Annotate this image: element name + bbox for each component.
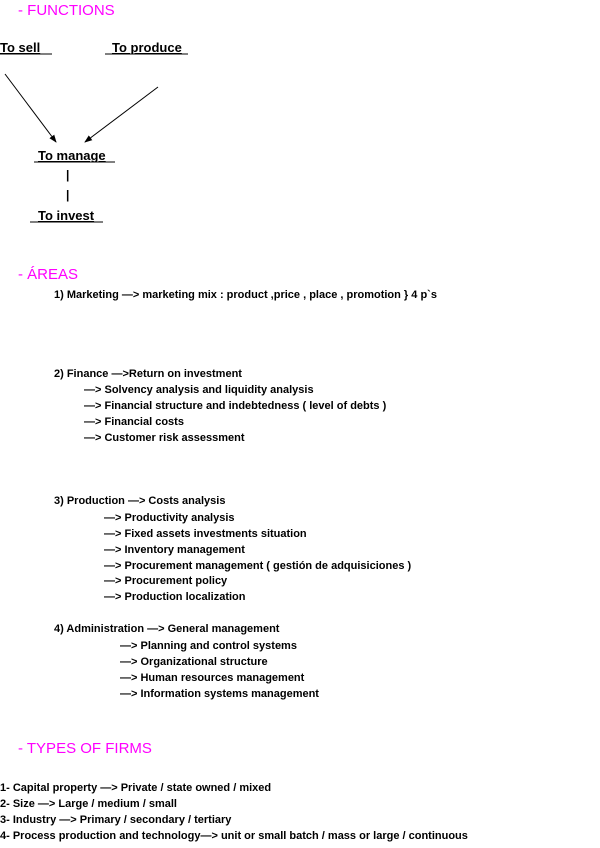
- finance-item: —> Solvency analysis and liquidity analysis: [84, 384, 314, 396]
- areas-heading: - ÁREAS: [18, 266, 79, 283]
- production-item: —> Production localization: [104, 591, 246, 603]
- area-finance-title: 2) Finance —>Return on investment: [54, 368, 242, 380]
- firm-type-item: 3- Industry —> Primary / secondary / tertiary: [0, 814, 232, 826]
- firm-type-item: 1- Capital property —> Private / state owned / mixed: [0, 782, 272, 794]
- firm-type-item: 2- Size —> Large / medium / small: [0, 798, 177, 810]
- administration-item: —> Organizational structure: [120, 656, 268, 668]
- production-item: —> Procurement management ( gestión de adquisiciones ): [104, 560, 412, 572]
- function-to-produce: To produce: [112, 40, 182, 55]
- area-production-title: 3) Production —> Costs analysis: [54, 495, 226, 507]
- production-item: —> Fixed assets investments situation: [104, 528, 307, 540]
- function-to-invest: To invest: [38, 208, 95, 223]
- firm-type-item: 4- Process production and technology—> unit or small batch / mass or large / continuous: [0, 830, 468, 842]
- finance-item: —> Customer risk assessment: [84, 432, 245, 444]
- functions-heading: - FUNCTIONS: [18, 2, 115, 19]
- function-to-sell: To sell: [0, 40, 41, 55]
- area-marketing: 1) Marketing —> marketing mix : product ,price , place , promotion } 4 p`s: [54, 289, 437, 301]
- production-item: —> Inventory management: [104, 544, 245, 556]
- connector-bar-2: |: [66, 188, 70, 202]
- connector-bar-1: |: [66, 168, 70, 182]
- administration-item: —> Human resources management: [120, 672, 305, 684]
- function-to-manage: To manage: [38, 148, 106, 163]
- administration-item: —> Planning and control systems: [120, 640, 297, 652]
- arrow-sell-to-manage: [5, 74, 56, 142]
- administration-item: —> Information systems management: [120, 688, 319, 700]
- production-item: —> Productivity analysis: [104, 512, 235, 524]
- production-item: —> Procurement policy: [104, 575, 228, 587]
- area-administration-title: 4) Administration —> General management: [54, 623, 280, 635]
- types-of-firms-heading: - TYPES OF FIRMS: [18, 740, 152, 757]
- finance-item: —> Financial costs: [84, 416, 184, 428]
- arrow-produce-to-manage: [85, 87, 158, 142]
- finance-item: —> Financial structure and indebtedness ( level of debts ): [84, 400, 387, 412]
